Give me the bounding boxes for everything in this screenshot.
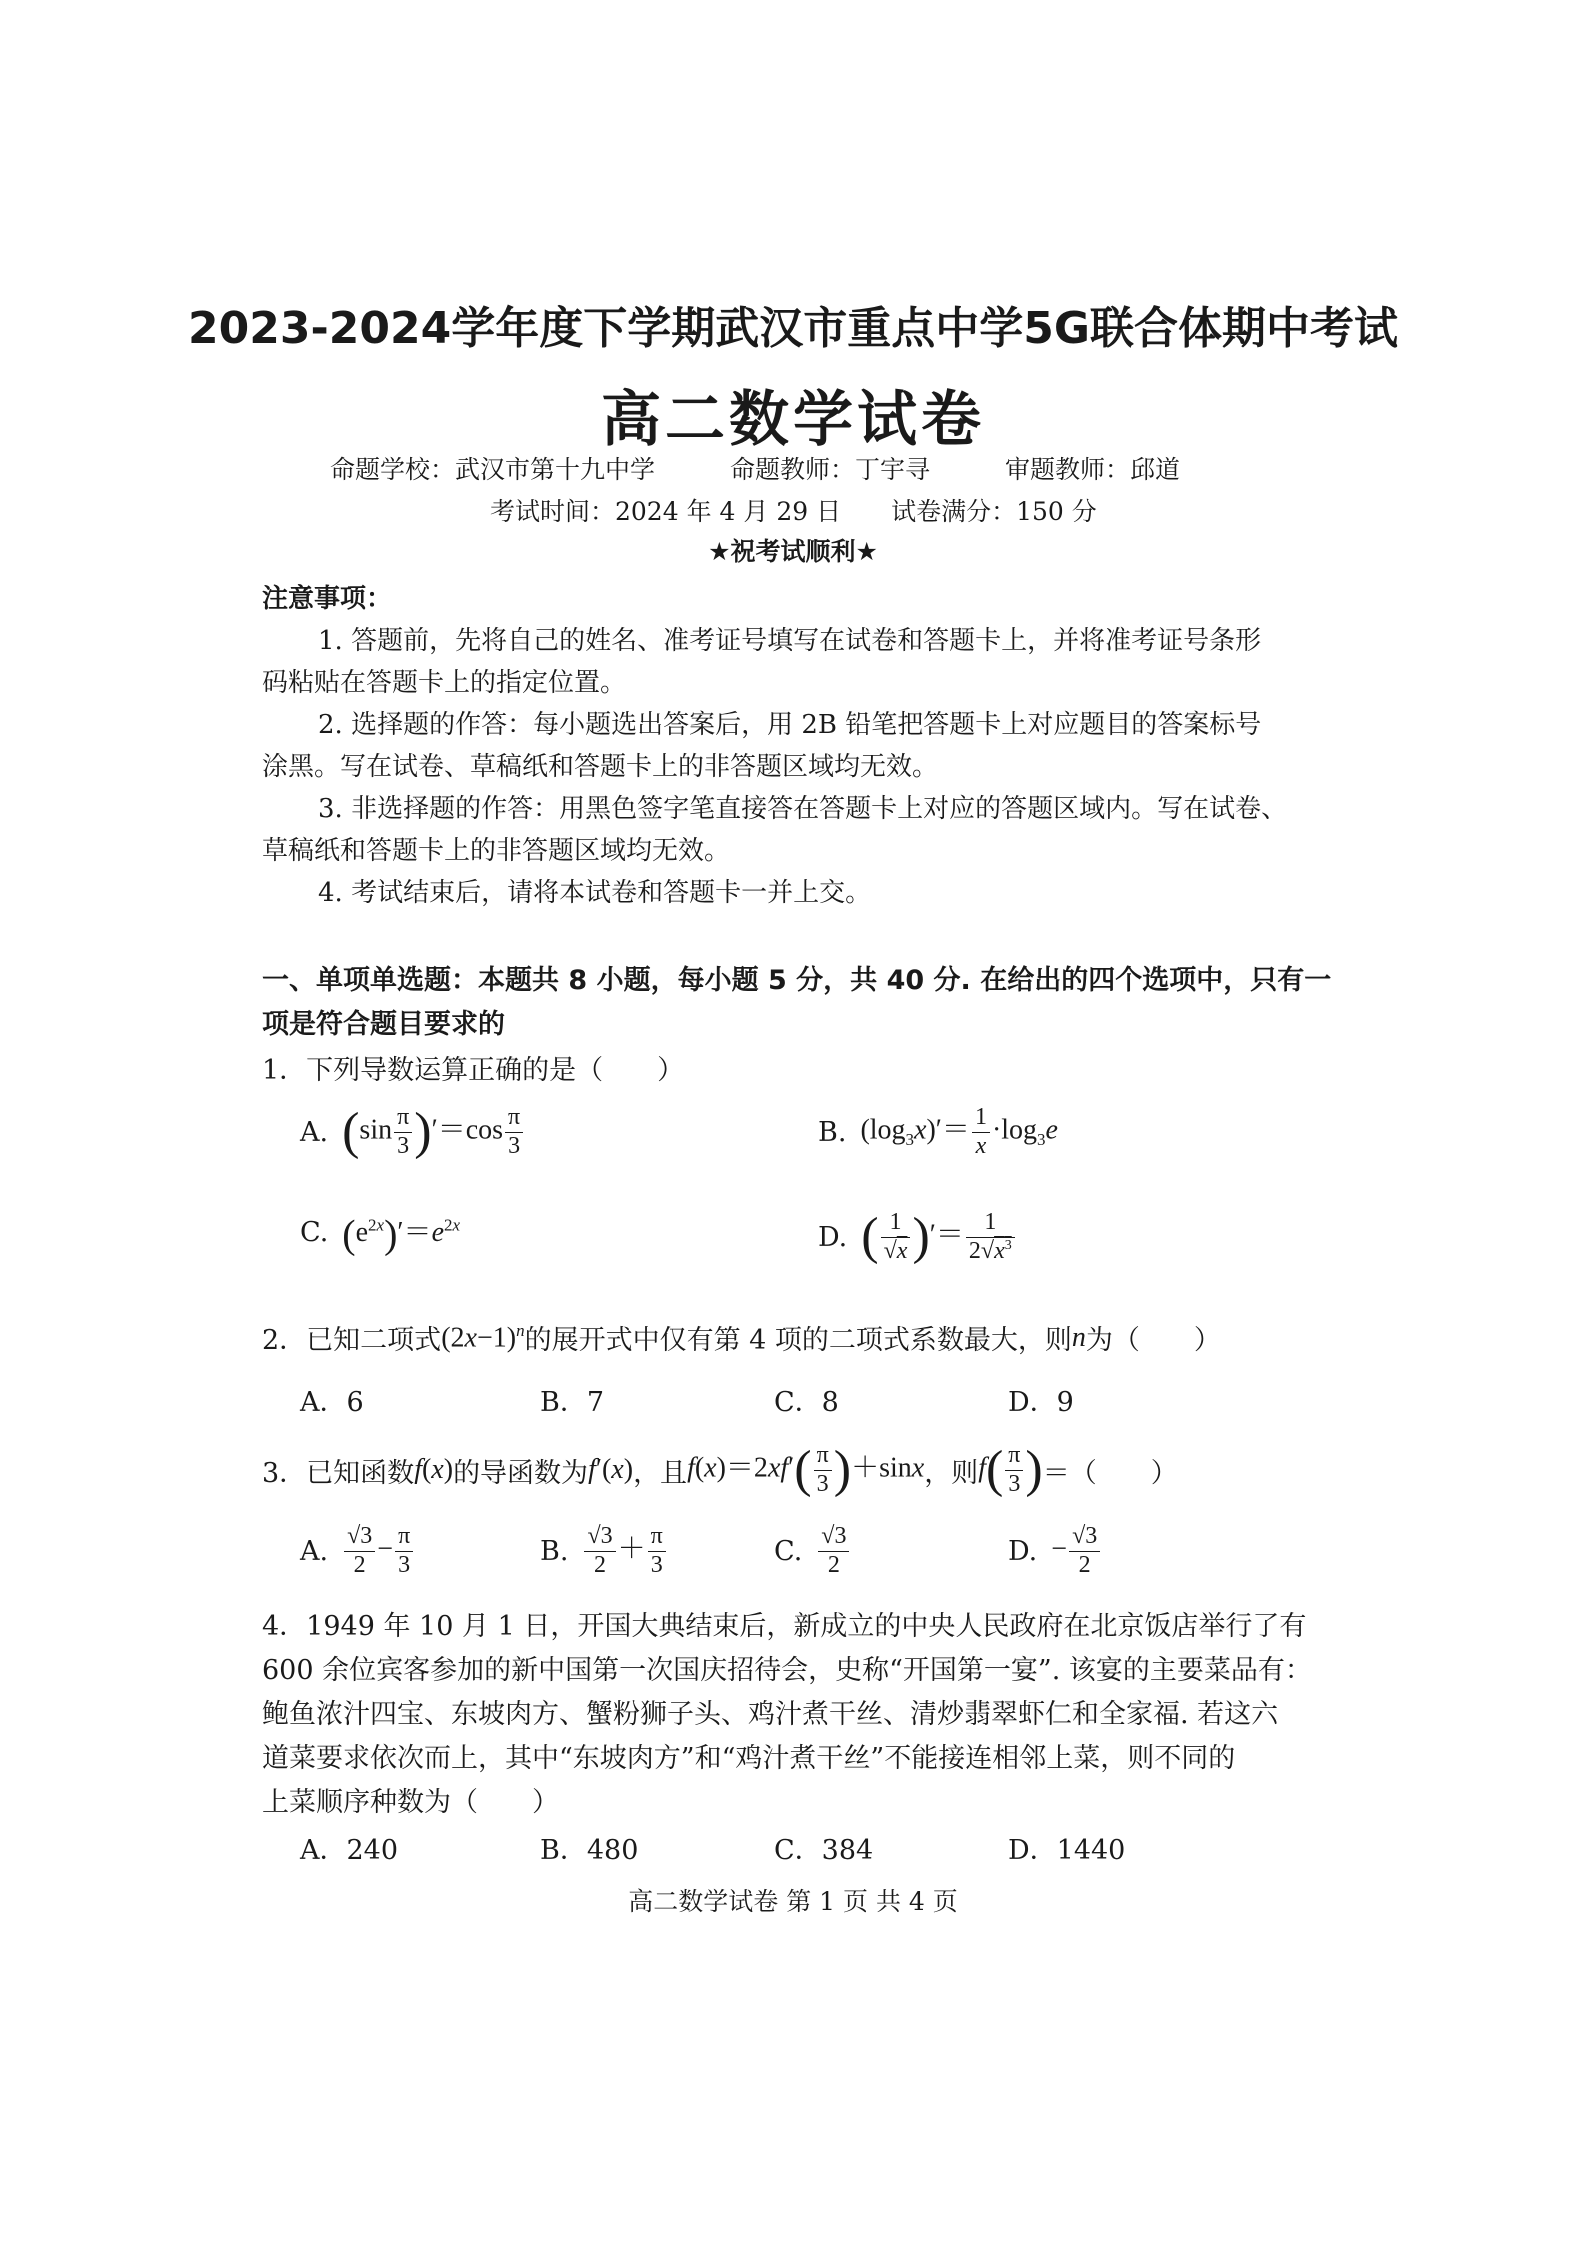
q4-option-c: C．384 [774, 1835, 874, 1866]
option-formula: $(\log_3x)'=$ $\frac{1}{x}$ $\cdot\log_3e$ [860, 1103, 1058, 1159]
q3-option-b [540, 1516, 668, 1586]
option-label: A. [300, 1116, 329, 1148]
question-1-stem: 1．下列导数运算正确的是（ ） [262, 1055, 685, 1086]
stem-text: ，且 [633, 1457, 688, 1489]
notice-heading: 注意事项： [262, 584, 393, 614]
binomial-formula: $(2x-1)^n$ [441, 1320, 525, 1354]
option-formula: (sin $\frac{\pi}{3}$ )′＝cos $\frac{\pi}{3}$ [342, 1104, 525, 1160]
q1-option-b [818, 1092, 1058, 1172]
subject-title: 高二数学试卷 [601, 385, 985, 455]
option-label: C. [774, 1535, 803, 1567]
notice-item: 3. 非选择题的作答：用黑色签字笔直接答在答题卡上对应的答题区域内。写在试卷、 [318, 794, 1288, 824]
option-label: B. [540, 1535, 569, 1567]
q2-option-c: C．8 [774, 1387, 839, 1418]
q2-option-b: B．7 [540, 1387, 605, 1418]
notice-item: 涂黑。写在试卷、草稿纸和答题卡上的非答题区域均无效。 [262, 752, 939, 782]
question-2-stem [262, 1318, 1221, 1357]
option-formula: $\frac{√3}{2}$ − $\frac{\pi}{3}$ [342, 1523, 415, 1579]
formula: f( $\frac{\pi}{3}$ ) [978, 1441, 1043, 1498]
exam-time-info: 考试时间：2024 年 4 月 29 日 试卷满分：150 分 [490, 497, 1097, 526]
exam-title: 2023-2024学年度下学期武汉市重点中学5G联合体期中考试 [188, 303, 1398, 354]
option-label: B. [818, 1116, 847, 1148]
q3-option-d [1008, 1516, 1102, 1586]
notice-item: 码粘贴在答题卡上的指定位置。 [262, 668, 627, 698]
stem-text: ＝（ ） [1042, 1457, 1178, 1489]
section-heading-cont: 项是符合题目要求的 [262, 1009, 505, 1040]
q2-option-a: A．6 [300, 1387, 364, 1418]
stem-text: 的展开式中仅有第 4 项的二项式系数最大，则 [524, 1325, 1072, 1356]
question-4-stem: 道菜要求依次而上，其中“东坡肉方”和“鸡汁煮干丝”不能接连相邻上菜，则不同的 [262, 1743, 1236, 1774]
option-label: C. [300, 1216, 329, 1248]
question-3-stem [262, 1430, 1178, 1510]
question-4-stem: 600 余位宾客参加的新中国第一次国庆招待会，史称“开国第一宴”. 该宴的主要菜品有： [262, 1655, 1312, 1686]
stem-text: 2．已知二项式 [262, 1325, 442, 1356]
notice-item: 2. 选择题的作答：每小题选出答案后，用 2B 铅笔把答题卡上对应题目的答案标号 [318, 710, 1262, 740]
option-label: D. [818, 1221, 848, 1253]
stem-text: 的导函数为 [453, 1457, 589, 1489]
q1-option-a [300, 1092, 525, 1172]
section-heading: 一、单项单选题：本题共 8 小题，每小题 5 分，共 40 分. 在给出的四个选项中，只有一 [262, 965, 1332, 996]
option-label: A. [300, 1535, 329, 1567]
option-formula: $(e^{2x})'=e^{2x}$ [342, 1211, 461, 1257]
page-footer: 高二数学试卷 第 1 页 共 4 页 [628, 1887, 958, 1916]
q3-option-c [774, 1516, 851, 1586]
formula: f′(x) [588, 1454, 634, 1485]
question-4-stem: 上菜顺序种数为（ ） [262, 1787, 559, 1818]
wish-line: ★祝考试顺利★ [708, 537, 878, 566]
stem-text: 3．已知函数 [262, 1457, 415, 1489]
q4-option-a: A．240 [300, 1835, 399, 1866]
option-label: D. [1008, 1535, 1038, 1567]
q2-option-d: D．9 [1008, 1387, 1074, 1418]
option-formula: − $\frac{√3}{2}$ [1051, 1523, 1102, 1579]
q4-option-b: B．480 [540, 1835, 639, 1866]
question-4-stem: 鲍鱼浓汁四宝、东坡肉方、蟹粉狮子头、鸡汁煮干丝、清炒翡翠虾仁和全家福. 若这六 [262, 1699, 1279, 1730]
q3-option-a [300, 1516, 415, 1586]
q4-option-d: D．1440 [1008, 1835, 1126, 1866]
author-info: 命题学校：武汉市第十九中学 命题教师：丁宇寻 审题教师：邱道 [330, 455, 1181, 484]
question-4-stem: 4．1949 年 10 月 1 日，开国大典结束后，新成立的中央人民政府在北京饭店举行了有 [262, 1611, 1307, 1642]
option-formula: $\frac{√3}{2}$ ＋ $\frac{\pi}{3}$ [582, 1523, 667, 1579]
formula: f(x)＝2xf′( $\frac{\pi}{3}$ )＋sinx [687, 1441, 925, 1498]
notice-item: 草稿纸和答题卡上的非答题区域均无效。 [262, 836, 731, 866]
option-formula: ( $\frac{1}{√x}$ )′＝ $\frac{1}{2√x^3}$ [861, 1209, 1016, 1265]
stem-text: 为（ ） [1085, 1325, 1221, 1356]
q1-option-d [818, 1192, 1017, 1282]
notice-item: 1. 答题前，先将自己的姓名、准考证号填写在试卷和答题卡上，并将准考证号条形 [318, 626, 1262, 656]
variable-n: n [1071, 1321, 1086, 1353]
notice-item: 4. 考试结束后，请将本试卷和答题卡一并上交。 [318, 878, 872, 908]
formula: f(x) [414, 1454, 454, 1485]
option-formula: $\frac{√3}{2}$ [816, 1523, 851, 1579]
stem-text: ，则 [924, 1457, 979, 1489]
q1-option-c [300, 1192, 460, 1272]
